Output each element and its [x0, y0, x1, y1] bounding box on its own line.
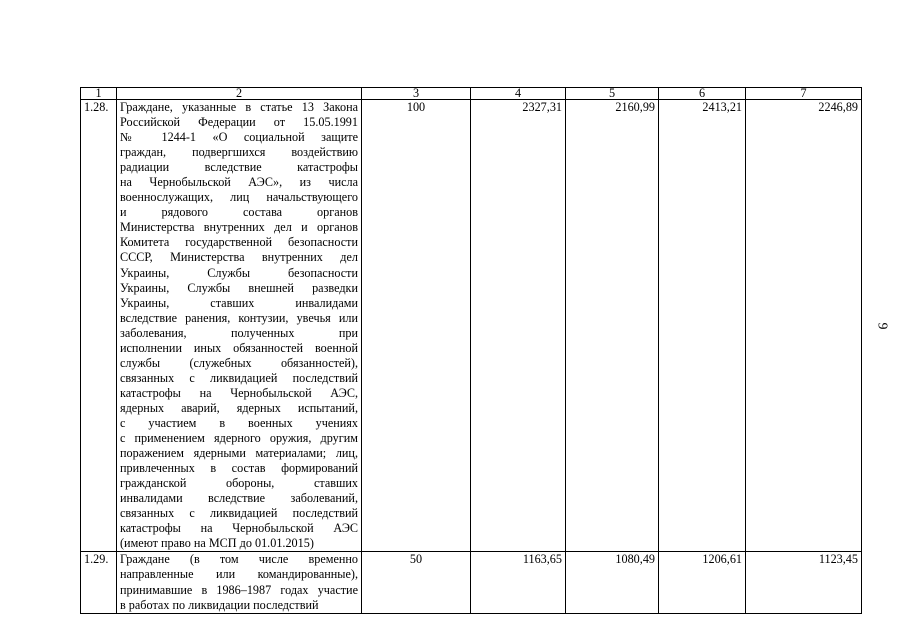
description-line: и рядового состава органов: [120, 205, 358, 220]
table-row: [81, 100, 862, 552]
description-line: Украины, Службы безопасности: [120, 265, 358, 280]
cell-col-3: 100: [362, 100, 471, 552]
header-col-7: 7: [746, 88, 862, 100]
cell-col-7: 1123,45: [746, 552, 862, 613]
description-line: с применением ядерного оружия, другим: [120, 431, 358, 446]
table-row: [81, 552, 862, 613]
description-line: связанных с ликвидацией последствий: [120, 370, 358, 385]
description-line: направленные или командированные),: [120, 567, 358, 582]
cell-col-6: 2413,21: [659, 100, 746, 552]
description-line: № 1244-1 «О социальной защите: [120, 130, 358, 145]
row-description: [117, 100, 362, 552]
description-line: на Чернобыльской АЭС», из числа: [120, 175, 358, 190]
description-line: Украины, ставших инвалидами: [120, 295, 358, 310]
description-line: (имеют право на МСП до 01.01.2015): [120, 536, 314, 551]
description-line: Комитета государственной безопасности: [120, 235, 358, 250]
description-line: привлеченных в состав формирований: [120, 461, 358, 476]
page-number: 9: [874, 322, 890, 330]
header-col-5: 5: [566, 88, 659, 100]
table-header-row: [81, 88, 862, 100]
description-line: исполнении иных обязанностей военной: [120, 340, 358, 355]
header-col-6: 6: [659, 88, 746, 100]
description-line: катастрофы на Чернобыльской АЭС: [120, 521, 358, 536]
description-line: катастрофы на Чернобыльской АЭС,: [120, 385, 358, 400]
header-col-1: 1: [81, 88, 117, 100]
description-line: принимавшие в 1986–1987 годах участие: [120, 582, 358, 597]
description-line: вследствие ранения, контузии, увечья или: [120, 310, 358, 325]
description-line: поражением ядерными материалами; лиц,: [120, 446, 358, 461]
benefits-table: [80, 87, 862, 614]
description-line: заболевания, полученных при: [120, 325, 358, 340]
description-line: военнослужащих, лиц начальствующего: [120, 190, 358, 205]
row-number: 1.29.: [81, 552, 117, 613]
description-line: граждан, подвергшихся воздействию: [120, 145, 358, 160]
header-col-4: 4: [471, 88, 566, 100]
cell-col-5: 1080,49: [566, 552, 659, 613]
header-col-3: 3: [362, 88, 471, 100]
description-line: Российской Федерации от 15.05.1991: [120, 115, 358, 130]
row-description: [117, 552, 362, 613]
description-line: ядерных аварий, ядерных испытаний,: [120, 400, 358, 415]
description-line: радиации вследствие катастрофы: [120, 160, 358, 175]
description-line: инвалидами вследствие заболеваний,: [120, 491, 358, 506]
cell-col-6: 1206,61: [659, 552, 746, 613]
description-line: связанных с ликвидацией последствий: [120, 506, 358, 521]
description-line: гражданской обороны, ставших: [120, 476, 358, 491]
row-number: 1.28.: [81, 100, 117, 552]
description-line: в работах по ликвидации последствий: [120, 597, 319, 612]
description-line: с участием в военных учениях: [120, 415, 358, 430]
description-line: Министерства внутренних дел и органов: [120, 220, 358, 235]
cell-col-7: 2246,89: [746, 100, 862, 552]
description-line: Украины, Службы внешней разведки: [120, 280, 358, 295]
description-line: Граждане, указанные в статье 13 Закона: [120, 100, 358, 114]
description-line: службы (служебных обязанностей),: [120, 355, 358, 370]
description-line: СССР, Министерства внутренних дел: [120, 250, 358, 265]
cell-col-4: 1163,65: [471, 552, 566, 613]
cell-col-5: 2160,99: [566, 100, 659, 552]
description-line: Граждане (в том числе временно: [120, 552, 358, 567]
cell-col-3: 50: [362, 552, 471, 613]
cell-col-4: 2327,31: [471, 100, 566, 552]
header-col-2: 2: [117, 88, 362, 100]
